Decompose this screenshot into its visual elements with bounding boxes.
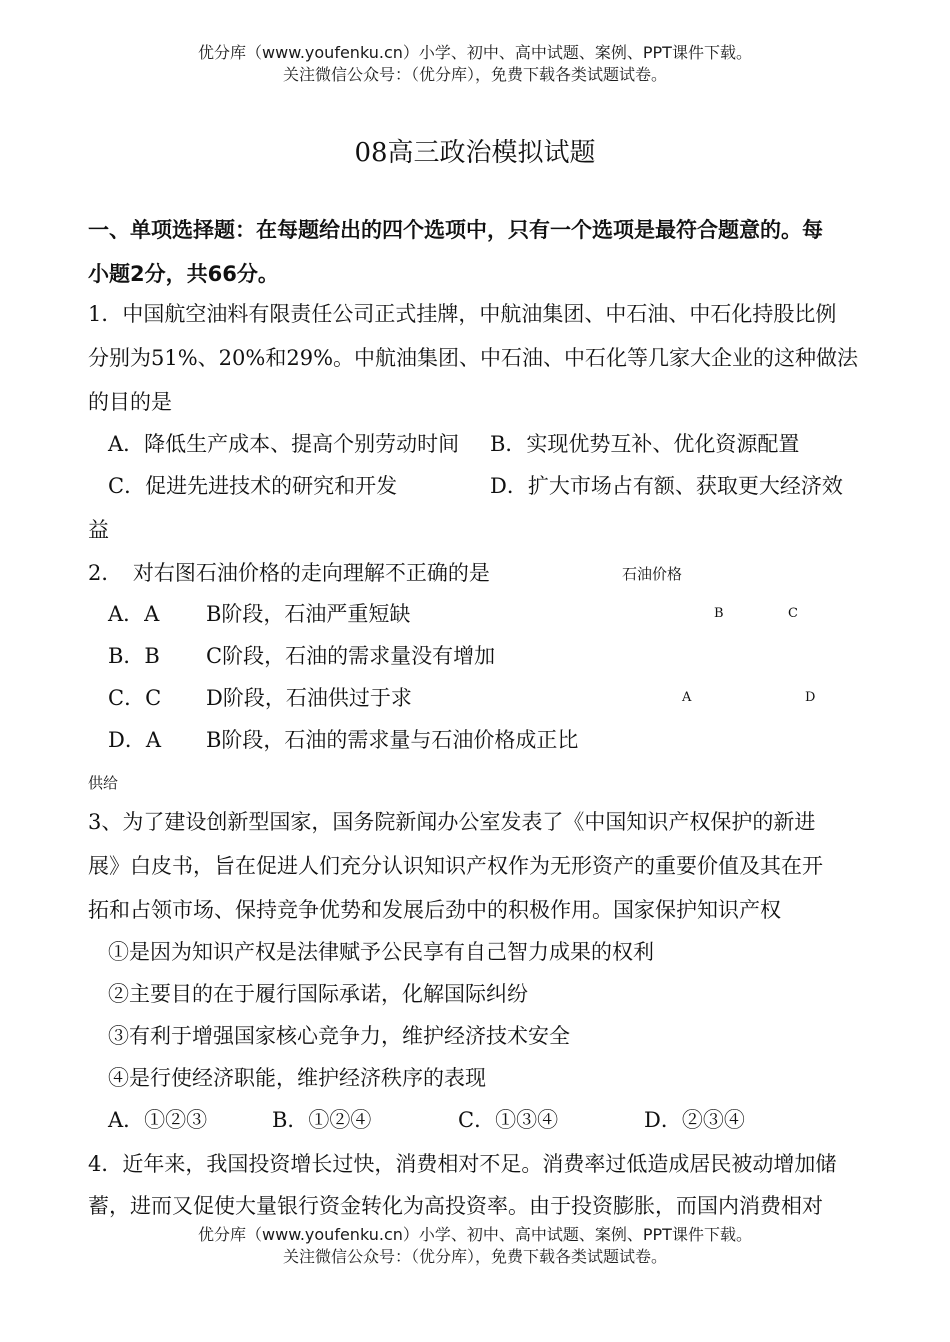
chart-point-d: D bbox=[805, 690, 816, 705]
q3-item-4: ④是行使经济职能，维护经济秩序的表现 bbox=[108, 1066, 486, 1090]
chart-point-b: B bbox=[714, 606, 724, 621]
header-line-2: 关注微信公众号：（优分库），免费下载各类试题试卷。 bbox=[282, 65, 667, 84]
chart-point-a: A bbox=[682, 690, 692, 705]
q4-line-1: 4．近年来，我国投资增长过快，消费相对不足。消费率过低造成居民被动增加储 bbox=[88, 1152, 837, 1176]
q2-option-a-letter: A．A bbox=[108, 602, 160, 626]
q2-option-d-text: B阶段，石油的需求量与石油价格成正比 bbox=[206, 728, 579, 752]
q1-line-2: 分别为51%、20%和29%。中航油集团、中石油、中石化等几家大企业的这种做法 bbox=[88, 346, 859, 370]
q1-line-1: 1．中国航空油料有限责任公司正式挂牌，中航油集团、中石油、中石化持股比例 bbox=[88, 302, 837, 326]
q1-option-c: C．促进先进技术的研究和开发 bbox=[108, 474, 398, 498]
q3-line-3: 拓和占领市场、保持竞争优势和发展后劲中的积极作用。国家保护知识产权 bbox=[88, 898, 781, 922]
page-title: 08高三政治模拟试题 bbox=[354, 138, 596, 168]
q2-stem: 2． 对右图石油价格的走向理解不正确的是 bbox=[88, 561, 490, 585]
q1-option-b: B．实现优势互补、优化资源配置 bbox=[490, 432, 800, 456]
q2-option-c-text: D阶段，石油供过于求 bbox=[206, 686, 412, 710]
chart-x-label: 供给 bbox=[88, 774, 119, 792]
q1-option-d: D．扩大市场占有额、获取更大经济效 bbox=[490, 474, 843, 498]
q2-option-b-letter: B．B bbox=[108, 644, 160, 668]
q3-option-b: B．①②④ bbox=[272, 1108, 372, 1132]
q2-option-c-letter: C．C bbox=[108, 686, 162, 710]
q3-line-2: 展》白皮书，旨在促进人们充分认识知识产权作为无形资产的重要价值及其在开 bbox=[88, 854, 823, 878]
footer-line-2: 关注微信公众号：（优分库），免费下载各类试题试卷。 bbox=[282, 1247, 667, 1266]
q1-line-3: 的目的是 bbox=[88, 390, 172, 414]
q3-option-d: D．②③④ bbox=[644, 1108, 745, 1132]
q4-line-2: 蓄，进而又促使大量银行资金转化为高投资率。由于投资膨胀，而国内消费相对 bbox=[88, 1194, 823, 1218]
chart-point-c: C bbox=[788, 606, 798, 621]
section-heading-line-2: 小题2分，共66分。 bbox=[88, 262, 279, 286]
q3-item-1: ①是因为知识产权是法律赋予公民享有自己智力成果的权利 bbox=[108, 940, 654, 964]
q3-item-2: ②主要目的在于履行国际承诺，化解国际纠纷 bbox=[108, 982, 528, 1006]
q2-option-a-text: B阶段，石油严重短缺 bbox=[206, 602, 411, 626]
q3-option-c: C．①③④ bbox=[458, 1108, 559, 1132]
q1-option-a: A．降低生产成本、提高个别劳动时间 bbox=[108, 432, 460, 456]
section-heading-line-1: 一、单项选择题：在每题给出的四个选项中，只有一个选项是最符合题意的。每 bbox=[88, 218, 823, 242]
chart-y-label: 石油价格 bbox=[622, 565, 683, 583]
q3-item-3: ③有利于增强国家核心竞争力，维护经济技术安全 bbox=[108, 1024, 570, 1048]
header-line-1: 优分库（www.youfenku.cn）小学、初中、高中试题、案例、PPT课件下载。 bbox=[198, 43, 752, 62]
q2-option-d-letter: D．A bbox=[108, 728, 162, 752]
q3-option-a: A．①②③ bbox=[108, 1108, 208, 1132]
q1-option-d-continued: 益 bbox=[88, 518, 109, 542]
footer-line-1: 优分库（www.youfenku.cn）小学、初中、高中试题、案例、PPT课件下载。 bbox=[198, 1225, 752, 1244]
q3-line-1: 3、为了建设创新型国家，国务院新闻办公室发表了《中国知识产权保护的新进 bbox=[88, 810, 816, 834]
q2-option-b-text: C阶段，石油的需求量没有增加 bbox=[206, 644, 496, 668]
